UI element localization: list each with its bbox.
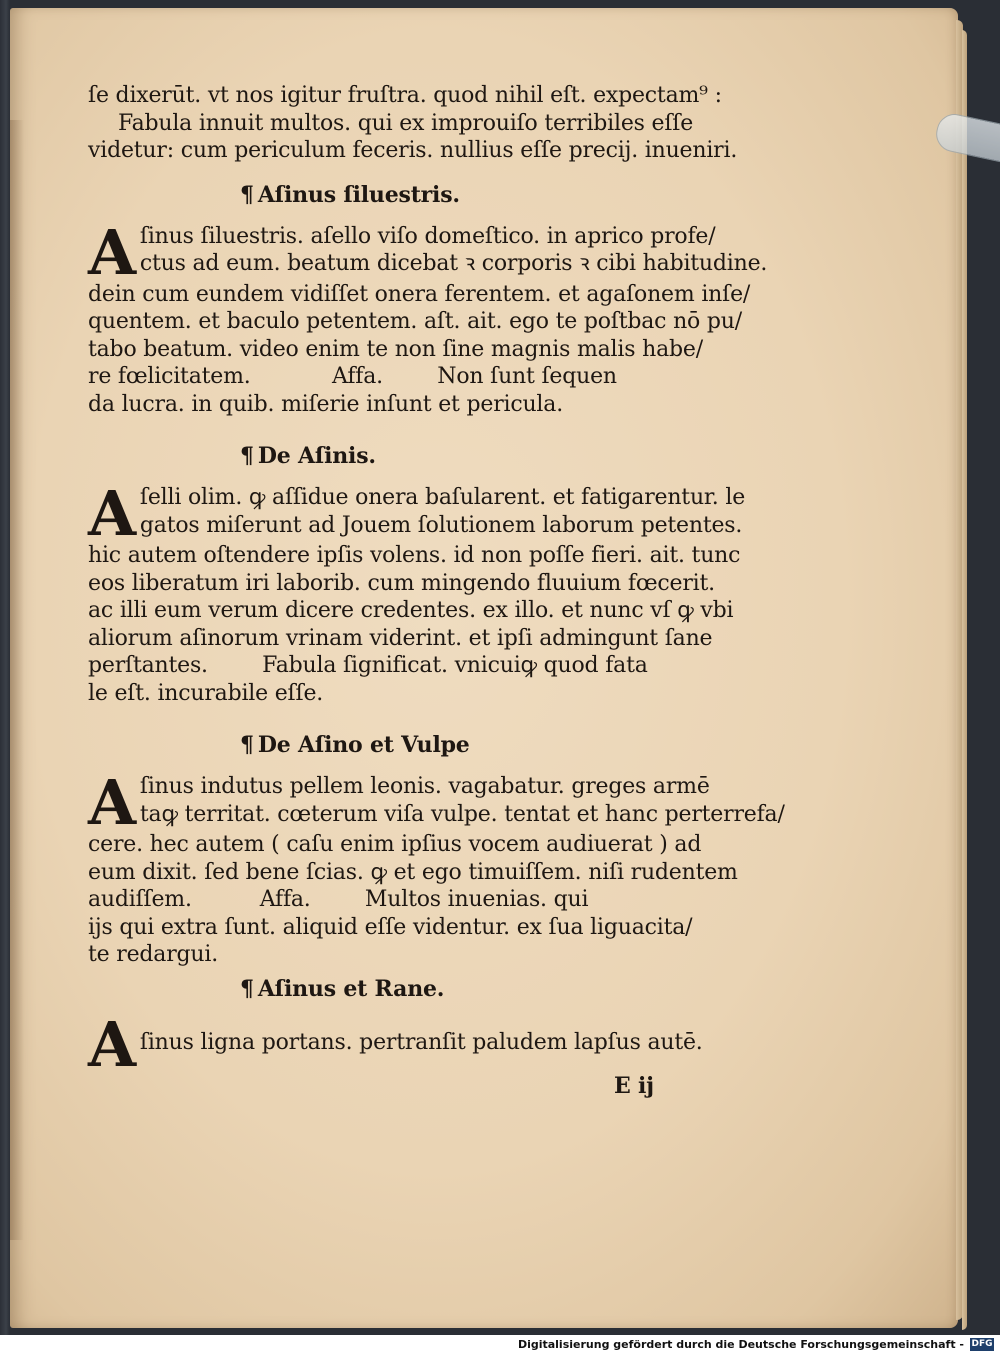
text-line: hic autem oſtendere ipſis volens. id non poſſe fieri. ait. tunc [88,543,741,568]
text-line: ſelli olim. ꝙ aſſidue onera baſularent. et fatigarentur. le [139,485,746,510]
text-line: eos liberatum iri laborib. cum mingendo fluuium fœcerit. [88,570,715,596]
text-line: audiſſem. Affa. Multos inuenias. qui [88,887,589,912]
binding-shadow [10,120,24,1240]
section-title: Aſinus ſiluestris. [257,181,460,208]
text-line: ac illi eum verum dicere credentes. ex illo. et nunc vſ ꝙ vbi [88,598,734,623]
text-line: cere. hec autem ( caſu enim ipſius vocem audiuerat ) ad [88,832,702,857]
section-heading [88,973,756,1005]
section-body [88,477,756,707]
text-line: ſinus ligna portans. pertranſit paludem lapſus autē. [139,1029,703,1055]
pilcrow-icon: ¶ [240,732,254,758]
initial-letter: A [88,215,136,289]
section-body [88,766,785,969]
text-line: dein cum eundem vidiſſet onera ferentem. et agaſonem inſe/ [88,281,751,307]
section-body [88,215,768,419]
text-line: tabo beatum. video enim te non ſine magnis malis habe/ [88,336,703,362]
text-line: ſinus ſiluestris. aſello viſo domeſtico. in aprico profe/ [139,223,716,249]
pilcrow-icon: ¶ [240,443,254,469]
text-line: ſe dixerūt. vt nos igitur fruſtra. quod nihil eſt. expectam⁹ : [88,83,722,108]
signature-mark: E ij [614,1072,654,1099]
text-line: re fœlicitatem. Affa. Non ſunt ſequen [88,364,617,389]
initial-letter: A [88,766,136,839]
funding-credit: Digitalisierung gefördert durch die Deutsche Forschungsgemeinschaft - [517,1338,964,1351]
text-line: ctus ad eum. beatum dicebat ꝛ corporis ꝛ cibi habitudine. [139,251,768,276]
section-body [88,1007,756,1081]
text-line: aliorum aſinorum vrinam viderint. et ipſi admingunt ſane [88,625,713,651]
text-line: videtur: cum periculum feceris. nullius eſſe precij. inueniri. [88,138,738,163]
initial-letter: A [88,477,136,550]
text-line: te redargui. [88,942,218,967]
initial-letter: A [88,1007,136,1081]
section-title: De Aſino et Vulpe [257,732,470,758]
text-line: ſinus indutus pellem leonis. vagabatur. greges armē [139,774,710,799]
text-line: eum dixit. ſed bene ſcias. ꝙ et ego timuiſſem. niſi rudentem [88,859,738,885]
section-title: Aſinus et Rane. [257,975,445,1002]
text-line: le eſt. incurabile eſſe. [88,680,324,706]
text-line: Fabula innuit multos. qui ex improuiſo terribiles eſſe [118,110,694,136]
footer-bar [0,1335,1000,1355]
pilcrow-icon: ¶ [240,975,254,1002]
dfg-logo: DFG [971,1339,993,1349]
text-line: perſtantes. Fabula ſignificat. vnicuiꝙ quod fata [88,653,648,678]
page-text [88,82,785,1100]
text-line: gatos miſerunt ad Jouem ſolutionem laborum petentes. [139,512,743,538]
pilcrow-icon: ¶ [240,181,254,208]
section-heading [88,440,756,472]
text-line: quentem. et baculo petentem. aſt. ait. ego te poſtbac nō pu/ [88,309,742,334]
page-edge-back [962,30,967,1330]
section-heading [88,729,756,761]
text-line: ijs qui extra ſunt. aliquid eſſe videntur. ex ſua liguacita/ [88,914,693,940]
text-line: da lucra. in quib. miſerie inſunt et pericula. [88,391,563,417]
text-line: taꝙ territat. cœterum viſa vulpe. tentat et hanc perterrefa/ [139,801,785,827]
section-heading [88,179,756,211]
section-title: De Aſinis. [257,443,376,469]
